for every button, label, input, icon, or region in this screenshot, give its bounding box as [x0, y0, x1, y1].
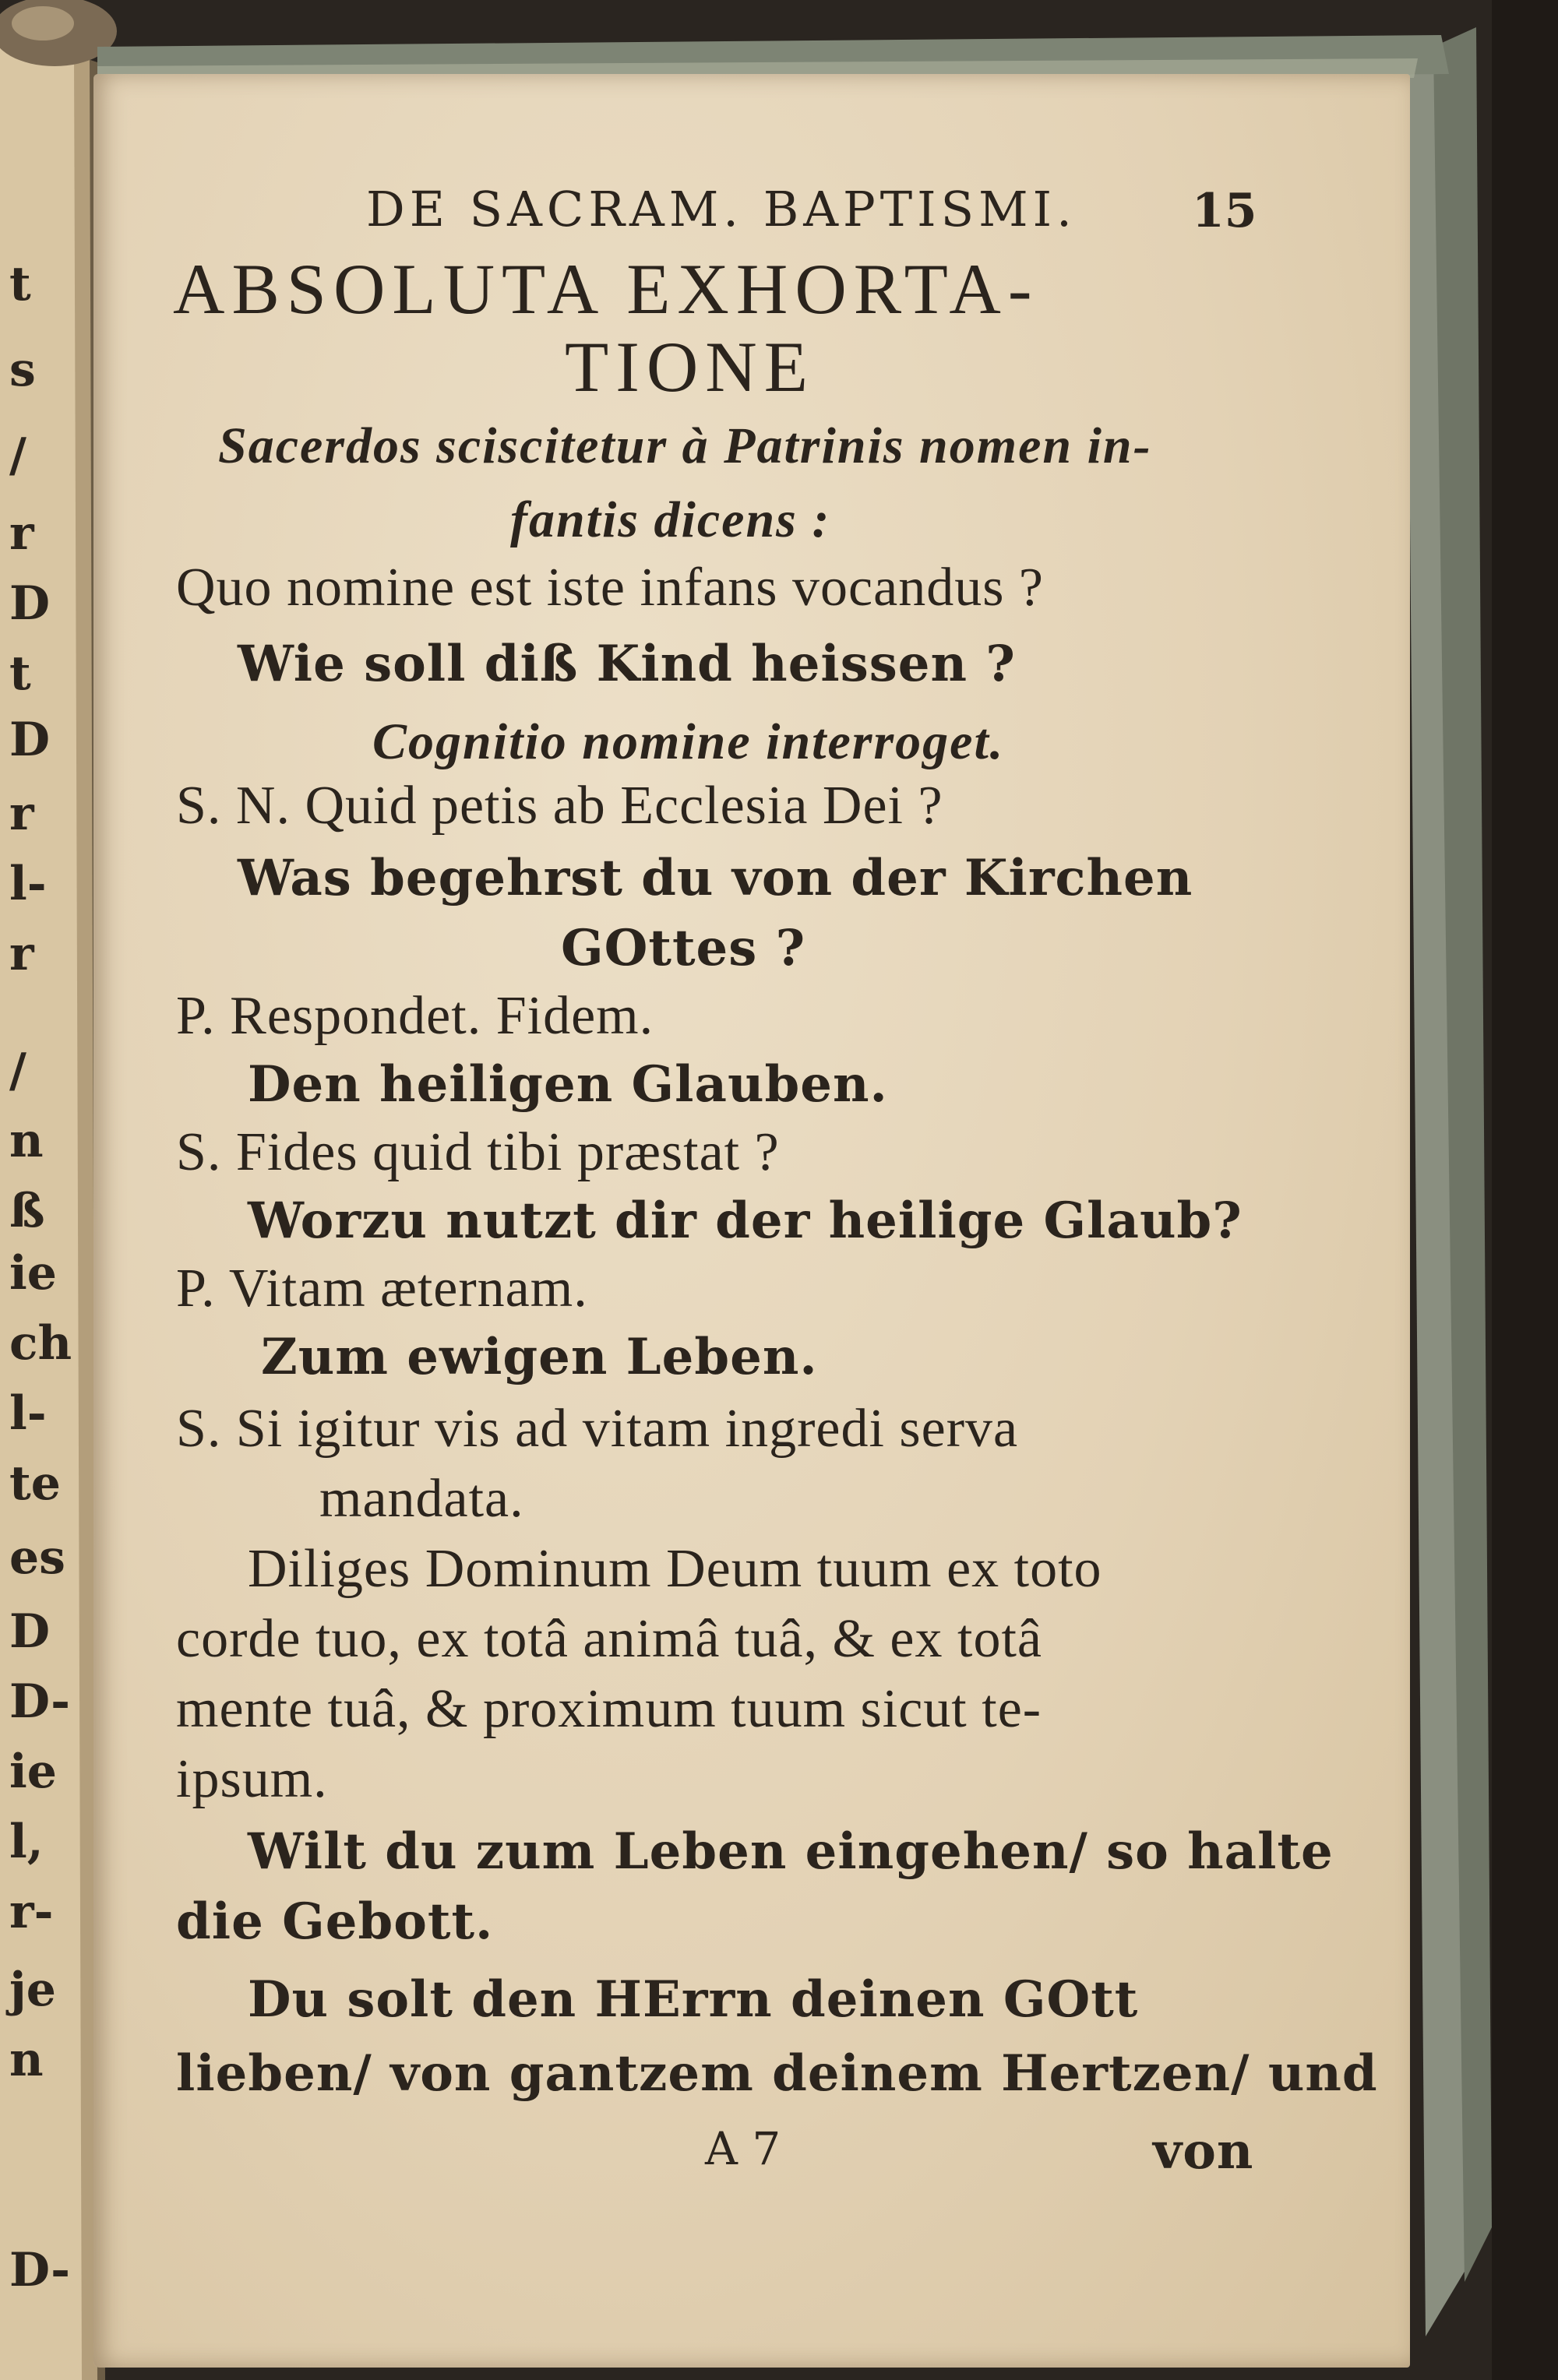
- latin-line: ipsum.: [176, 1749, 328, 1809]
- edge-fragment: ch: [9, 1316, 72, 1371]
- edge-fragment: l,: [9, 1815, 44, 1869]
- rubric-line-1: Sacerdos sciscitetur à Patrinis nomen in-: [218, 417, 1152, 474]
- latin-line: S. N. Quid petis ab Ecclesia Dei ?: [176, 776, 943, 836]
- edge-fragment: n: [9, 2033, 44, 2087]
- german-line: Du solt den HErrn deinen GOtt: [248, 1970, 1139, 2029]
- title-line-1: ABSOLUTA EXHORTA-: [173, 249, 1039, 329]
- edge-fragment: /: [9, 428, 26, 483]
- german-line: Wie soll diß Kind heissen ?: [238, 635, 1016, 693]
- latin-line: S. Si igitur vis ad vitam ingredi serva: [176, 1399, 1019, 1459]
- catchword: von: [1153, 2122, 1254, 2181]
- edge-fragment: D: [9, 713, 51, 767]
- latin-line: mente tuâ, & proximum tuum sicut te-: [176, 1679, 1042, 1739]
- edge-fragment: t: [9, 646, 31, 701]
- edge-fragment: r: [9, 506, 34, 561]
- edge-fragment: r: [9, 787, 34, 841]
- german-line: Den heiligen Glauben.: [248, 1055, 888, 1114]
- edge-fragment: r-: [9, 1885, 54, 1939]
- german-line: GOttes ?: [561, 919, 806, 977]
- latin-line: mandata.: [319, 1469, 524, 1529]
- signature-mark: A 7: [705, 2122, 781, 2175]
- german-line: die Gebott.: [176, 1892, 494, 1951]
- latin-line: Diliges Dominum Deum tuum ex toto: [248, 1539, 1102, 1599]
- edge-fragment: ie: [9, 1745, 57, 1799]
- edge-fragment: D: [9, 1604, 51, 1659]
- page-number: 15: [1192, 184, 1257, 238]
- edge-fragment: s: [9, 343, 36, 397]
- edge-fragment: ie: [9, 1246, 57, 1301]
- edge-fragment: D-: [9, 2243, 71, 2297]
- edge-fragment: l-: [9, 1386, 47, 1441]
- latin-line: Quo nomine est iste infans vocandus ?: [176, 558, 1045, 618]
- edge-fragment: te: [9, 1456, 61, 1511]
- latin-line: S. Fides quid tibi præstat ?: [176, 1122, 780, 1182]
- edge-fragment: l-: [9, 857, 47, 911]
- edge-fragment: D: [9, 576, 51, 631]
- german-line: Wilt du zum Leben eingehen/ so halte: [248, 1822, 1334, 1881]
- title-line-2: TIONE: [565, 327, 815, 407]
- latin-line: P. Vitam æternam.: [176, 1259, 588, 1319]
- rubric-line-2: fantis dicens :: [510, 491, 831, 548]
- latin-line: P. Respondet. Fidem.: [176, 986, 654, 1046]
- rubric-line: Cognitio nomine interroget.: [372, 713, 1005, 770]
- edge-fragment: ß: [9, 1184, 45, 1238]
- edge-fragment: r: [9, 927, 34, 981]
- running-head: DE SACRAM. BAPTISMI.: [366, 181, 1077, 238]
- latin-line: corde tuo, ex totâ animâ tuâ, & ex totâ: [176, 1609, 1042, 1669]
- edge-fragment: es: [9, 1530, 65, 1585]
- edge-fragment: t: [9, 257, 31, 312]
- german-line: Zum ewigen Leben.: [261, 1328, 818, 1386]
- german-line: Was begehrst du von der Kirchen: [238, 849, 1193, 907]
- german-line: lieben/ von gantzem deinem Hertzen/ und: [176, 2044, 1378, 2103]
- edge-fragment: D-: [9, 1674, 71, 1729]
- edge-fragment: /: [9, 1044, 26, 1098]
- german-line: Worzu nutzt dir der heilige Glaub?: [248, 1192, 1243, 1250]
- edge-fragment: je: [9, 1963, 56, 2017]
- edge-fragment: n: [9, 1114, 44, 1168]
